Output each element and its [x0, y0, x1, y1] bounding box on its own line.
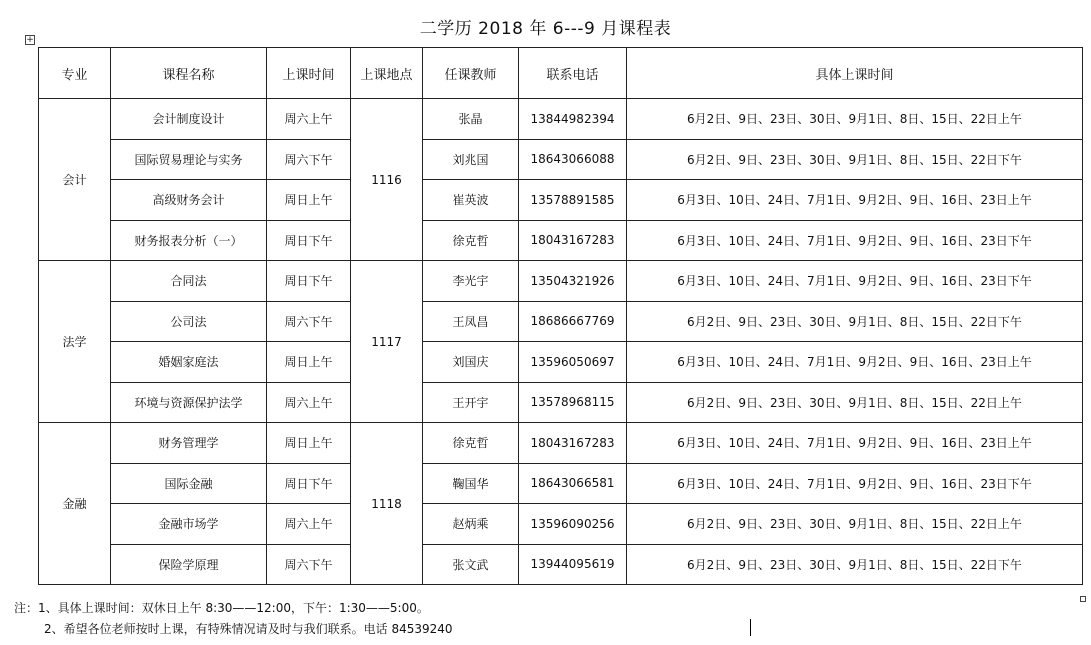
teacher-cell: 刘国庆: [423, 342, 519, 383]
room-cell: 1118: [351, 423, 423, 585]
course-cell: 财务报表分析（一）: [111, 220, 267, 261]
course-cell: 高级财务会计: [111, 180, 267, 221]
major-cell: 法学: [39, 261, 111, 423]
dates-cell: 6月2日、9日、23日、30日、9月1日、8日、15日、22日下午: [627, 139, 1083, 180]
header-major: 专业: [39, 48, 111, 99]
phone-cell: 18043167283: [519, 220, 627, 261]
course-cell: 合同法: [111, 261, 267, 302]
teacher-cell: 崔英波: [423, 180, 519, 221]
major-cell: 金融: [39, 423, 111, 585]
dates-cell: 6月2日、9日、23日、30日、9月1日、8日、15日、22日上午: [627, 99, 1083, 140]
table-row: [39, 342, 1083, 383]
notes-block: [14, 598, 453, 640]
dates-cell: 6月3日、10日、24日、7月1日、9月2日、9日、16日、23日下午: [627, 463, 1083, 504]
teacher-cell: 赵炳乘: [423, 504, 519, 545]
table-resize-handle-icon[interactable]: [1080, 596, 1086, 602]
teacher-cell: 徐克哲: [423, 423, 519, 464]
course-cell: 国际贸易理论与实务: [111, 139, 267, 180]
time-cell: 周六下午: [267, 139, 351, 180]
header-row: [39, 48, 1083, 99]
phone-cell: 18043167283: [519, 423, 627, 464]
teacher-cell: 李光宇: [423, 261, 519, 302]
course-cell: 金融市场学: [111, 504, 267, 545]
course-cell: 会计制度设计: [111, 99, 267, 140]
note-line-1: 注：1、具体上课时间：双休日上午 8:30——12:00，下午：1:30——5:00。: [14, 601, 429, 615]
room-cell: 1117: [351, 261, 423, 423]
document-title: 二学历 2018 年 6---9 月课程表: [419, 19, 672, 39]
dates-cell: 6月3日、10日、24日、7月1日、9月2日、9日、16日、23日上午: [627, 342, 1083, 383]
teacher-cell: 王开宇: [423, 382, 519, 423]
teacher-cell: 徐克哲: [423, 220, 519, 261]
time-cell: 周六上午: [267, 504, 351, 545]
table-move-handle-icon[interactable]: +: [26, 35, 34, 45]
course-cell: 保险学原理: [111, 544, 267, 585]
room-cell: 1116: [351, 99, 423, 261]
course-cell: 环境与资源保护法学: [111, 382, 267, 423]
table-row: [39, 139, 1083, 180]
phone-cell: 13596090256: [519, 504, 627, 545]
time-cell: 周日上午: [267, 342, 351, 383]
table-row: [39, 261, 1083, 302]
header-time: 上课时间: [267, 48, 351, 99]
phone-cell: 13596050697: [519, 342, 627, 383]
table-row: [39, 463, 1083, 504]
phone-cell: 18686667769: [519, 301, 627, 342]
teacher-cell: 张文武: [423, 544, 519, 585]
time-cell: 周六上午: [267, 382, 351, 423]
note-line-2: 2、希望各位老师按时上课，有特殊情况请及时与我们联系。电话 84539240: [44, 622, 453, 636]
table-row: [39, 180, 1083, 221]
teacher-cell: 王凤昌: [423, 301, 519, 342]
table-row: [39, 544, 1083, 585]
header-dates: 具体上课时间: [627, 48, 1083, 99]
header-course: 课程名称: [111, 48, 267, 99]
phone-cell: 13578968115: [519, 382, 627, 423]
time-cell: 周六下午: [267, 544, 351, 585]
dates-cell: 6月3日、10日、24日、7月1日、9月2日、9日、16日、23日上午: [627, 180, 1083, 221]
course-cell: 财务管理学: [111, 423, 267, 464]
text-cursor: [750, 619, 751, 636]
phone-cell: 13944095619: [519, 544, 627, 585]
major-cell: 会计: [39, 99, 111, 261]
dates-cell: 6月2日、9日、23日、30日、9月1日、8日、15日、22日上午: [627, 504, 1083, 545]
time-cell: 周六上午: [267, 99, 351, 140]
course-cell: 婚姻家庭法: [111, 342, 267, 383]
phone-cell: 18643066088: [519, 139, 627, 180]
schedule-table: [38, 47, 1083, 585]
table-row: [39, 504, 1083, 545]
time-cell: 周日下午: [267, 261, 351, 302]
header-room: 上课地点: [351, 48, 423, 99]
phone-cell: 13844982394: [519, 99, 627, 140]
table-row: [39, 382, 1083, 423]
teacher-cell: 刘兆国: [423, 139, 519, 180]
header-phone: 联系电话: [519, 48, 627, 99]
dates-cell: 6月3日、10日、24日、7月1日、9月2日、9日、16日、23日下午: [627, 220, 1083, 261]
phone-cell: 13578891585: [519, 180, 627, 221]
time-cell: 周六下午: [267, 301, 351, 342]
time-cell: 周日下午: [267, 220, 351, 261]
dates-cell: 6月2日、9日、23日、30日、9月1日、8日、15日、22日上午: [627, 382, 1083, 423]
header-teacher: 任课教师: [423, 48, 519, 99]
dates-cell: 6月2日、9日、23日、30日、9月1日、8日、15日、22日下午: [627, 301, 1083, 342]
dates-cell: 6月3日、10日、24日、7月1日、9月2日、9日、16日、23日上午: [627, 423, 1083, 464]
time-cell: 周日上午: [267, 180, 351, 221]
time-cell: 周日上午: [267, 423, 351, 464]
dates-cell: 6月3日、10日、24日、7月1日、9月2日、9日、16日、23日下午: [627, 261, 1083, 302]
time-cell: 周日下午: [267, 463, 351, 504]
course-cell: 国际金融: [111, 463, 267, 504]
table-row: [39, 99, 1083, 140]
table-row: [39, 220, 1083, 261]
teacher-cell: 张晶: [423, 99, 519, 140]
table-row: [39, 423, 1083, 464]
teacher-cell: 鞠国华: [423, 463, 519, 504]
phone-cell: 13504321926: [519, 261, 627, 302]
dates-cell: 6月2日、9日、23日、30日、9月1日、8日、15日、22日下午: [627, 544, 1083, 585]
table-row: [39, 301, 1083, 342]
course-cell: 公司法: [111, 301, 267, 342]
phone-cell: 18643066581: [519, 463, 627, 504]
